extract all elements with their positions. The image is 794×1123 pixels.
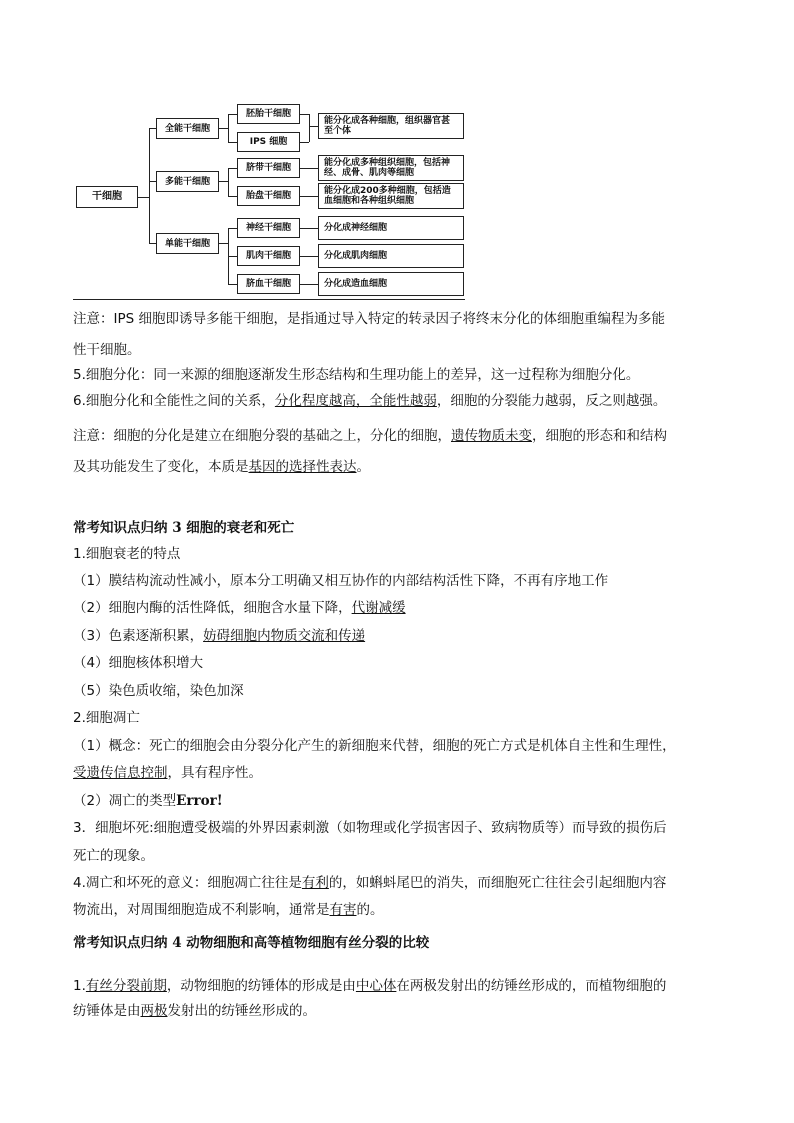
diagram-level3-box: 分化成肌肉细胞 bbox=[318, 244, 464, 268]
aging-point-5: （5）染色质收缩，染色加深 bbox=[73, 683, 244, 699]
connector bbox=[149, 181, 156, 182]
connector bbox=[300, 196, 318, 197]
diagram-level2-box: 胎盘干细胞 bbox=[237, 186, 300, 206]
connector bbox=[149, 128, 156, 129]
diagram-level2-box: 脐带干细胞 bbox=[237, 158, 300, 178]
necrosis: 3．细胞坏死:细胞遭受极端的外界因素刺激（如物理或化学损害因子、致病物质等）而导致的损伤后 bbox=[73, 820, 667, 836]
apoptosis-concept: （1）概念：死亡的细胞会由分裂分化产生的新细胞来代替，细胞的死亡方式是机体自主性和生理性， bbox=[73, 738, 676, 754]
connector bbox=[219, 181, 228, 182]
apoptosis-concept-cont: 受遗传信息控制，具有程序性。 bbox=[73, 765, 262, 781]
connector bbox=[228, 142, 237, 143]
mitosis-point-1-cont: 纺锤体是由两极发射出的纺锤丝形成的。 bbox=[73, 1003, 316, 1019]
connector bbox=[228, 228, 237, 229]
significance-cont: 物流出，对周围细胞造成不利影响，通常是有害的。 bbox=[73, 902, 384, 918]
diagram-level2-box: 肌肉干细胞 bbox=[237, 246, 300, 266]
connector bbox=[228, 196, 237, 197]
diagram-level1-box: 全能干细胞 bbox=[156, 118, 219, 139]
connector bbox=[228, 168, 237, 169]
note-differentiation-cont: 及其功能发生了变化，本质是基因的选择性表达。 bbox=[73, 459, 370, 475]
diagram-level1-box: 单能干细胞 bbox=[156, 233, 219, 254]
connector bbox=[228, 114, 237, 115]
diagram-level3-box: 分化成神经细胞 bbox=[318, 216, 464, 240]
necrosis-cont: 死亡的现象。 bbox=[73, 848, 154, 864]
section-heading-4: 常考知识点归纳 4 动物细胞和高等植物细胞有丝分裂的比较 bbox=[73, 935, 430, 951]
item-5: 5.细胞分化：同一来源的细胞逐渐发生形态结构和生理功能上的差异，这一过程称为细胞分化。 bbox=[73, 367, 640, 383]
diagram-level3-box: 能分化成200多种细胞，包括造血细胞和各种组织细胞 bbox=[318, 183, 464, 209]
subsection-apoptosis: 2.细胞凋亡 bbox=[73, 710, 140, 726]
item-6: 6.细胞分化和全能性之间的关系，分化程度越高，全能性越弱，细胞的分裂能力越弱，反之则越强。 bbox=[73, 393, 667, 409]
connector bbox=[149, 243, 156, 244]
subsection-aging: 1.细胞衰老的特点 bbox=[73, 546, 181, 562]
significance: 4.凋亡和坏死的意义：细胞凋亡往往是有利的，如蝌蚪尾巴的消失，而细胞死亡往往会引起细胞内容 bbox=[73, 875, 667, 891]
connector bbox=[228, 114, 229, 142]
connector bbox=[309, 126, 318, 127]
connector bbox=[138, 197, 149, 198]
note-ips: 注意：IPS 细胞即诱导多能干细胞，是指通过导入特定的转录因子将终末分化的体细胞重编程为多能 bbox=[73, 311, 665, 327]
aging-point-1: （1）膜结构流动性减小，原本分工明确又相互协作的内部结构活性下降，不再有序地工作 bbox=[73, 573, 609, 589]
diagram-level3-box: 能分化成多种组织细胞，包括神经、成骨、肌肉等细胞 bbox=[318, 155, 464, 181]
aging-point-4: （4）细胞核体积增大 bbox=[73, 655, 204, 671]
connector bbox=[300, 228, 318, 229]
apoptosis-types: （2）凋亡的类型Error! bbox=[73, 793, 223, 809]
section-heading-3: 常考知识点归纳 3 细胞的衰老和死亡 bbox=[73, 520, 295, 536]
connector bbox=[228, 168, 229, 196]
connector bbox=[228, 256, 237, 257]
diagram-level3-box: 分化成造血细胞 bbox=[318, 272, 464, 296]
connector bbox=[309, 114, 310, 142]
connector bbox=[300, 142, 309, 143]
diagram-level2-box: 脐血干细胞 bbox=[237, 274, 300, 294]
note-ips-cont: 性干细胞。 bbox=[73, 342, 141, 358]
diagram-root-box: 干细胞 bbox=[76, 186, 138, 208]
note-differentiation: 注意：细胞的分化是建立在细胞分裂的基础之上，分化的细胞，遗传物质未变，细胞的形态和和结构 bbox=[73, 428, 667, 444]
diagram-level1-box: 多能干细胞 bbox=[156, 171, 219, 192]
mitosis-point-1: 1.有丝分裂前期，动物细胞的纺锤体的形成是由中心体在两极发射出的纺锤丝形成的，而植物细胞的 bbox=[73, 978, 667, 994]
connector bbox=[219, 243, 228, 244]
diagram-level2-box: IPS 细胞 bbox=[237, 132, 300, 152]
diagram-level2-box: 神经干细胞 bbox=[237, 218, 300, 238]
connector bbox=[300, 114, 309, 115]
connector bbox=[149, 128, 150, 243]
connector bbox=[228, 284, 237, 285]
aging-point-2: （2）细胞内酶的活性降低，细胞含水量下降，代谢减缓 bbox=[73, 600, 406, 616]
aging-point-3: （3）色素逐渐积累，妨碍细胞内物质交流和传递 bbox=[73, 628, 366, 644]
connector bbox=[300, 256, 318, 257]
connector bbox=[300, 168, 318, 169]
diagram-level2-box: 胚胎干细胞 bbox=[237, 104, 300, 124]
diagram-level3-box: 能分化成各种细胞，组织器官甚至个体 bbox=[318, 113, 464, 139]
connector bbox=[300, 284, 318, 285]
divider bbox=[73, 299, 465, 300]
connector bbox=[219, 128, 228, 129]
